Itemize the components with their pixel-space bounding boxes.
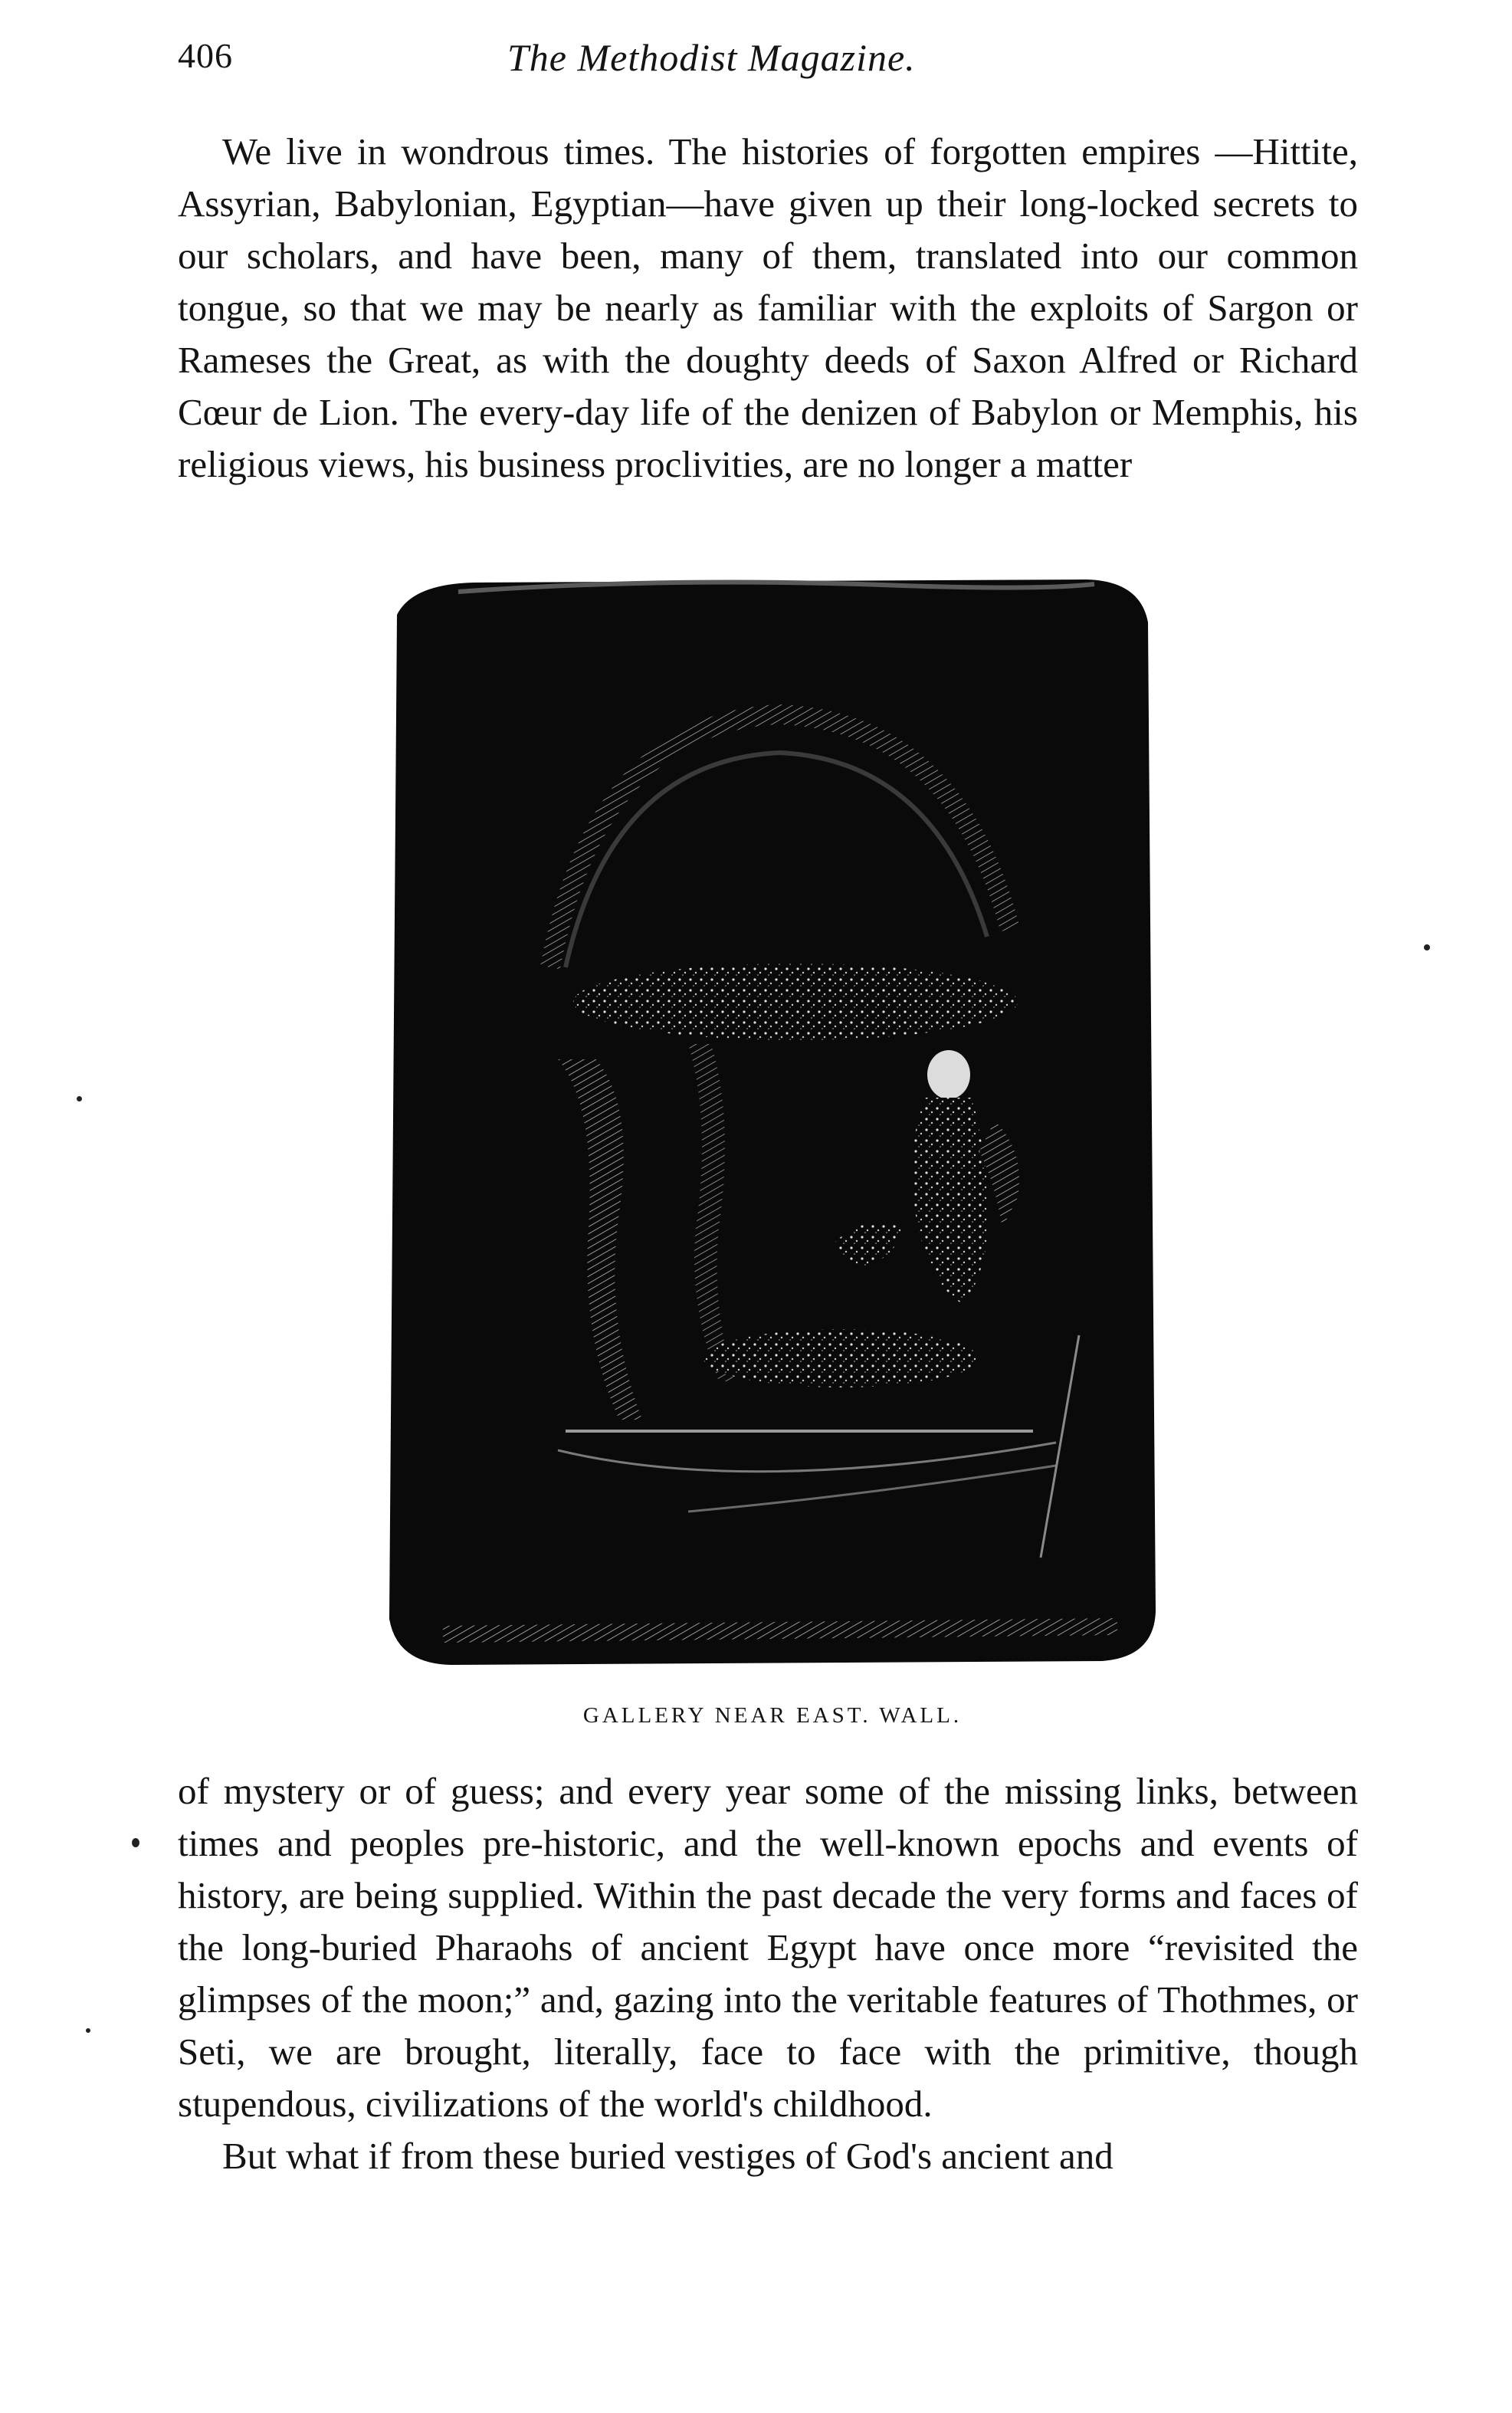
page-number: 406 — [178, 36, 233, 75]
text-block-top — [178, 126, 1358, 491]
ink-speck — [132, 1838, 139, 1847]
text-block-bottom — [178, 1765, 1358, 2182]
gallery-engraving — [366, 569, 1179, 1676]
figure-caption: GALLERY NEAR EAST. WALL. — [582, 1703, 963, 1728]
page-header — [178, 29, 1358, 90]
running-title: The Methodist Magazine. — [507, 36, 916, 79]
ink-speck — [1424, 944, 1430, 950]
paragraph-1-continued: of mystery or of guess; and every year some of the missing links, between times and peoples pre-historic, and the well-known epochs and events of history, are being supplied. Within the past decade the very forms and faces of the long-buried Pharaohs of ancient Egypt have once more “revisited the glimpses of the moon;” and, gazing into the veritable features of Thothmes, or Seti, we are brought, literally, face to face with the primitive, though stupendous, civilizations of the world's childhood. — [178, 1770, 1358, 2125]
engraving-image — [366, 569, 1179, 1676]
paragraph-1: We live in wondrous times. The histories of forgotten empires —Hittite, Assyrian, Babylonian, Egyptian—have given up their long-locked secrets to our scholars, and have been, many of them, translated into our common tongue, so that we may be nearly as familiar with the exploits of Sargon or Rameses the Great, as with the doughty deeds of Saxon Alfred or Richard Cœur de Lion. The every-day life of the denizen of Babylon or Memphis, his religious views, his business proclivities, are no longer a matter — [178, 130, 1358, 485]
ink-speck — [86, 2028, 90, 2033]
ink-speck — [77, 1096, 82, 1101]
paragraph-2: But what if from these buried vestiges of God's ancient and — [222, 2135, 1114, 2177]
